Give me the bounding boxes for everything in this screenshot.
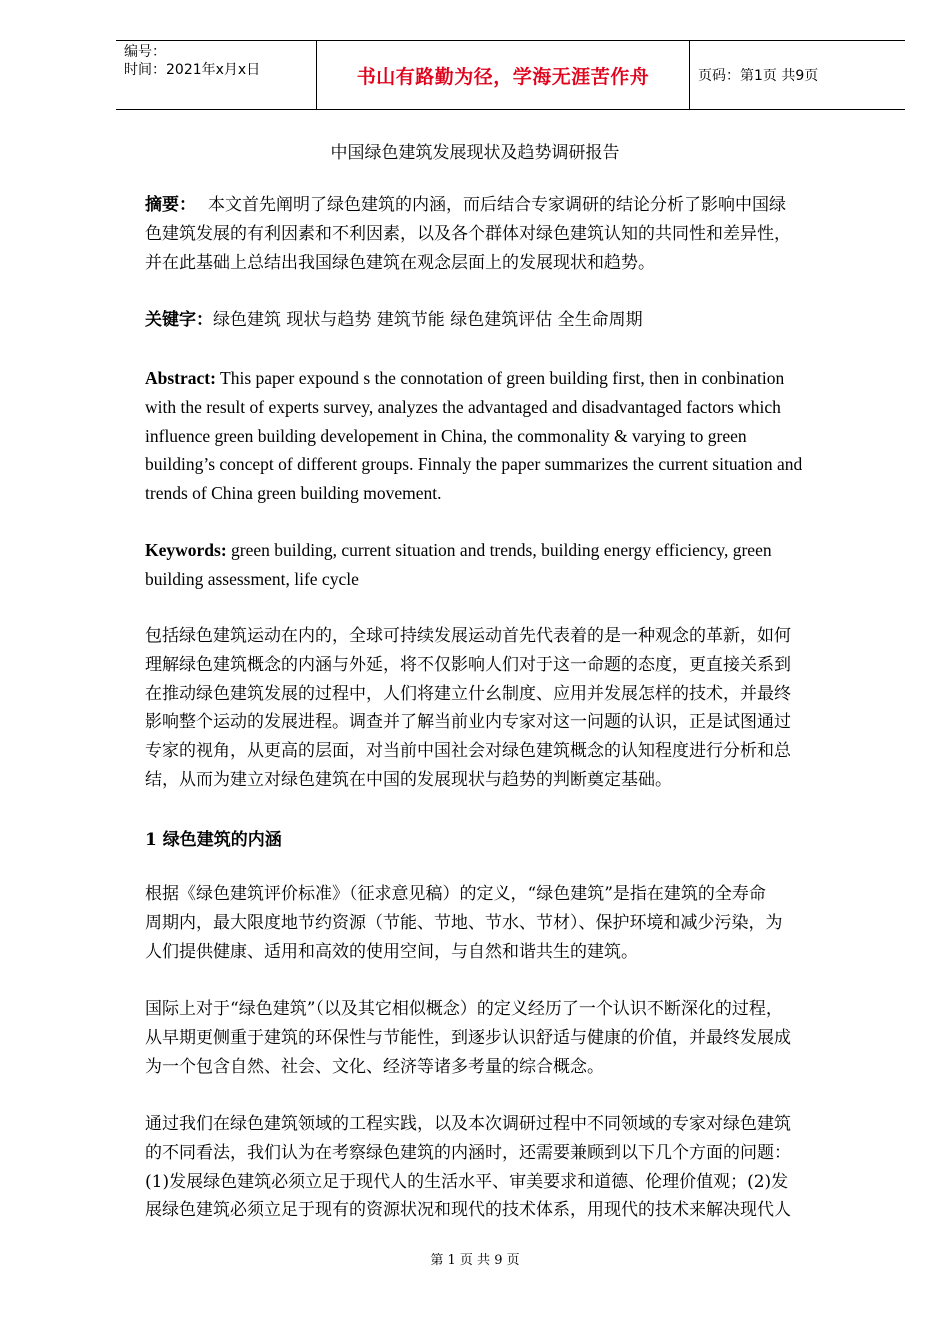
abstract-en-line: influence green building developement in China, the commonality & varying to green [145,425,747,446]
paragraph-line: 从早期更侧重于建筑的环保性与节能性，到逐步认识舒适与健康的价值，并最终发展成 [145,1027,791,1048]
intro-line: 包括绿色建筑运动在内的，全球可持续发展运动首先代表着的是一种观念的革新，如何 [145,626,791,646]
keywords-en [145,536,875,594]
keywords-en-line: building assessment, life cycle [145,568,359,589]
motto: 书山有路勤为径，学海无涯苦作舟 [356,65,650,88]
abstract-cn-line: 色建筑发展的有利因素和不利因素，以及各个群体对绿色建筑认知的共同性和差异性， [145,223,791,244]
abstract-en-line: building’s concept of different groups. Finnaly the paper summarizes the current situation and [145,454,803,475]
section1-paragraph-2 [145,995,875,1081]
keywords-en-label: Keywords: [145,540,227,560]
abstract-cn-label: 摘要： [145,195,196,215]
keywords-cn-text: 绿色建筑 现状与趋势 建筑节能 绿色建筑评估 全生命周期 [213,310,643,330]
abstract-cn [145,191,875,277]
intro-paragraph [145,622,875,795]
paragraph-line: 国际上对于“绿色建筑”（以及其它相似概念）的定义经历了一个认识不断深化的过程， [145,999,783,1019]
abstract-en-line: This paper expound s the connotation of green building first, then in conbination [220,368,785,388]
keywords-cn-label: 关键字： [145,310,213,330]
paragraph-line: 的不同看法，我们认为在考察绿色建筑的内涵时，还需要兼顾到以下几个方面的问题： [145,1142,791,1163]
paragraph-line: 人们提供健康、适用和高效的使用空间，与自然和谐共生的建筑。 [145,941,638,962]
paragraph-line: 为一个包含自然、社会、文化、经济等诸多考量的综合概念。 [145,1056,604,1077]
header-page-info: 页码：第1页 共9页 [698,68,819,84]
intro-line: 专家的视角，从更高的层面，对当前中国社会对绿色建筑概念的认知程度进行分析和总 [145,741,791,762]
paragraph-line: 展绿色建筑必须立足于现有的资源状况和现代的技术体系，用现代的技术来解决现代人 [145,1200,791,1221]
abstract-en-line: with the result of experts survey, analyzes the advantaged and disadvantaged factors which [145,396,781,417]
abstract-en-label: Abstract: [145,368,216,388]
time-line: 时间：2021年x月x日 [124,62,261,78]
intro-line: 在推动绿色建筑发展的过程中，人们将建立什幺制度、应用并发展怎样的技术，并最终 [145,683,791,704]
section-heading: 1 绿色建筑的内涵 [145,830,282,850]
paragraph-line: 根据《绿色建筑评价标准》（征求意见稿）的定义，“绿色建筑”是指在建筑的全寿命 [145,884,766,904]
header-motto-cell [316,41,690,109]
page-footer: 第 1 页 共 9 页 [430,1253,520,1268]
abstract-cn-line: 本文首先阐明了绿色建筑的内涵，而后结合专家调研的结论分析了影响中国绿 [208,195,786,215]
section1-paragraph-1 [145,880,875,966]
abstract-en [145,364,875,508]
number-label: 编号： [124,44,166,60]
header-meta [116,41,316,109]
intro-line: 结，从而为建立对绿色建筑在中国的发展现状与趋势的判断奠定基础。 [145,769,672,790]
page-header [116,40,905,110]
document-title: 中国绿色建筑发展现状及趋势调研报告 [330,143,620,163]
intro-line: 影响整个运动的发展进程。调查并了解当前业内专家对这一问题的认识，正是试图通过 [145,712,791,733]
section1-paragraph-3 [145,1110,875,1225]
paragraph-line: 通过我们在绿色建筑领域的工程实践，以及本次调研过程中不同领域的专家对绿色建筑 [145,1114,791,1134]
keywords-en-line: green building, current situation and trends, building energy efficiency, green [231,540,772,560]
paragraph-line: (1)发展绿色建筑必须立足于现代人的生活水平、审美要求和道德、伦理价值观；(2)发 [145,1171,789,1192]
abstract-en-line: trends of China green building movement. [145,483,442,504]
abstract-cn-line: 并在此基础上总结出我国绿色建筑在观念层面上的发展现状和趋势。 [145,252,655,273]
paragraph-line: 周期内，最大限度地节约资源（节能、节地、节水、节材）、保护环境和减少污染，为 [145,912,783,933]
intro-line: 理解绿色建筑概念的内涵与外延，将不仅影响人们对于这一命题的态度，更直接关系到 [145,654,791,675]
keywords-cn [145,306,875,335]
